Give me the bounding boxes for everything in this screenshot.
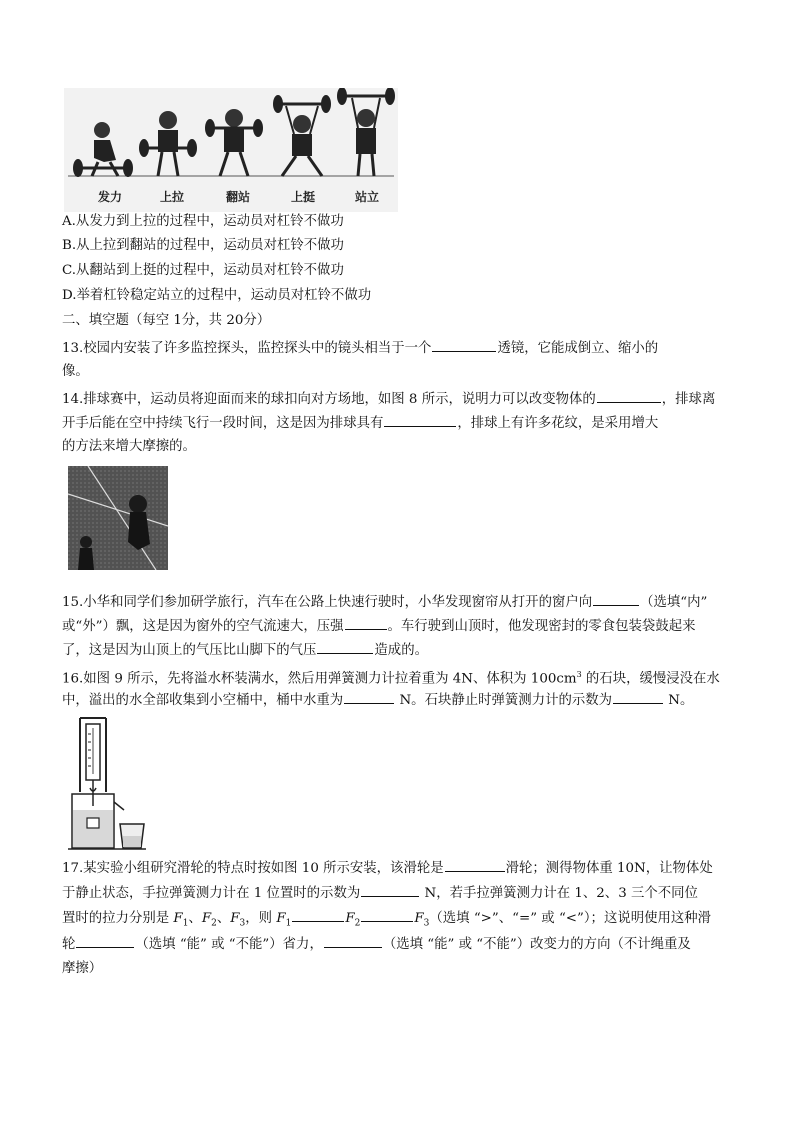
q16-line-2 [62, 691, 693, 710]
f2-subscript: 2 [211, 918, 217, 929]
q12-option-a: A.从发力到上拉的过程中，运动员对杠铃不做功 [62, 214, 344, 229]
q17-blank-2[interactable] [361, 884, 419, 897]
q15-text-b: （选填“内” [640, 595, 708, 610]
q15-line-1 [62, 593, 707, 612]
q15-line-3 [62, 641, 428, 660]
q15-text-f: 造成的。 [374, 643, 428, 658]
q17-line-3 [62, 909, 711, 933]
q14-text-c: 开手后能在空中持续飞行一段时间，这是因为排球具有 [62, 416, 384, 431]
q17-text-h: 轮 [62, 937, 76, 952]
q17-blank-4[interactable] [361, 909, 413, 922]
q16-text-c: 中，溢出的水全部收集到小空桶中，桶中水重为 [62, 693, 344, 708]
force-f3-compare: F [414, 911, 424, 926]
q16-blank-2[interactable] [613, 691, 663, 704]
q12-option-d: D.举着杠铃稳定站立的过程中，运动员对杠铃不做功 [62, 288, 372, 303]
force-f1-symbol: F [173, 911, 183, 926]
q15-text-d: 。车行驶到山顶时，他发现密封的零食包装袋鼓起来 [387, 619, 696, 634]
q12-option-b: B.从上拉到翻站的过程中，运动员对杠铃不做功 [62, 238, 344, 253]
q14-blank-1[interactable] [597, 390, 661, 403]
f3-subscript: 3 [239, 918, 246, 929]
force-f2-compare: F [345, 911, 355, 926]
q15-text-a: 15.小华和同学们参加研学旅行，汽车在公路上快速行驶时，小华发现窗帘从打开的窗户向 [62, 595, 593, 610]
q17-text-e: 置时的拉力分别是 [62, 911, 174, 926]
q17-text-b: 滑轮；测得物体重 10N，让物体处 [505, 861, 713, 876]
q17-blank-5[interactable] [76, 935, 134, 948]
q14-text-d: ，排球上有许多花纹，是采用增大 [457, 416, 659, 431]
q17-text-j: （选填 “能” 或 “不能”）改变力的方向（不计绳重及 [382, 937, 691, 952]
q17-line-5: 摩擦） [62, 961, 103, 976]
q14-blank-2[interactable] [384, 414, 456, 427]
q17-text-i: （选填 “能” 或 “不能”）省力， [135, 937, 323, 952]
q15-blank-1[interactable] [593, 593, 639, 606]
q17-sep-1: 、 [188, 911, 202, 926]
q13-line-2: 像。 [62, 364, 89, 379]
q16-cube-sup: 3 [576, 670, 582, 679]
caption-fali: 发力 [98, 190, 123, 204]
q16-line-1 [62, 666, 720, 688]
q15-text-c: 或“外”）飘，这是因为窗外的空气流速大，压强 [62, 619, 344, 634]
q17-blank-6[interactable] [324, 935, 382, 948]
caption-shangla: 上拉 [160, 190, 185, 204]
q13-text-b: 透镜，它能成倒立、缩小的 [497, 341, 659, 356]
q14-text-a: 14.排球赛中，运动员将迎面而来的球扣向对方场地，如图 8 所示，说明力可以改变物体的 [62, 392, 596, 407]
q15-blank-2[interactable] [345, 617, 387, 630]
q17-text-d: N，若手拉弹簧测力计在 1、2、3 三个不同位 [420, 886, 698, 901]
q17-line-4 [62, 935, 691, 954]
q17-line-1 [62, 859, 713, 878]
q14-line-2 [62, 414, 658, 433]
q13-blank-1[interactable] [432, 339, 496, 352]
q16-text-d: N。石块静止时弹簧测力计的示数为 [395, 693, 613, 708]
q15-line-2 [62, 617, 696, 636]
q17-text-c: 于静止状态，手拉弹簧测力计在 1 位置时的示数为 [62, 886, 361, 901]
caption-zhanli: 站立 [355, 190, 380, 204]
overflow-cup-figure [66, 714, 148, 852]
force-f3-symbol: F [230, 911, 240, 926]
q14-line-3: 的方法来增大摩擦的。 [62, 439, 196, 454]
q17-blank-3[interactable] [292, 909, 344, 922]
q13-text-a: 13.校园内安装了许多监控探头，监控探头中的镜头相当于一个 [62, 341, 432, 356]
q17-text-a: 17.某实验小组研究滑轮的特点时按如图 10 所示安装，该滑轮是 [62, 861, 444, 876]
caption-fanzhan: 翻站 [226, 190, 251, 204]
q15-blank-3[interactable] [317, 641, 373, 654]
q15-text-e: 了，这是因为山顶上的气压比山脚下的气压 [62, 643, 317, 658]
force-f1-compare: F [276, 911, 286, 926]
q16-text-e: N。 [664, 693, 694, 708]
f1-subscript: 1 [182, 918, 189, 929]
q17-blank-1[interactable] [445, 859, 505, 872]
section-title: 二、填空题（每空 1分，共 20分） [62, 313, 271, 328]
q16-text-b: 的石块，缓慢浸没在水 [581, 671, 720, 687]
q14-line-1 [62, 390, 715, 409]
q17-sep-2: 、 [216, 911, 231, 926]
force-f2-symbol: F [201, 911, 212, 926]
f3-compare-subscript: 3 [423, 918, 430, 929]
f2-compare-subscript: 2 [354, 918, 361, 929]
q16-blank-1[interactable] [344, 691, 394, 704]
q16-text-a: 16.如图 9 所示，先将溢水杯装满水，然后用弹簧测力计拉着重为 4N、体积为 100cm [62, 671, 577, 687]
q13-line-1 [62, 339, 658, 358]
q17-text-f: ，则 [245, 911, 277, 926]
q17-line-2 [62, 884, 698, 903]
q17-text-g: （选填 “>”、“=” 或 “<”）；这说明使用这种滑 [429, 911, 712, 926]
q14-text-b: ，排球离 [661, 392, 716, 407]
volleyball-photo [68, 466, 168, 570]
q12-option-c: C.从翻站到上挺的过程中，运动员对杠铃不做功 [62, 263, 344, 278]
caption-shangting: 上挺 [291, 190, 316, 204]
f1-compare-subscript: 1 [285, 918, 292, 929]
